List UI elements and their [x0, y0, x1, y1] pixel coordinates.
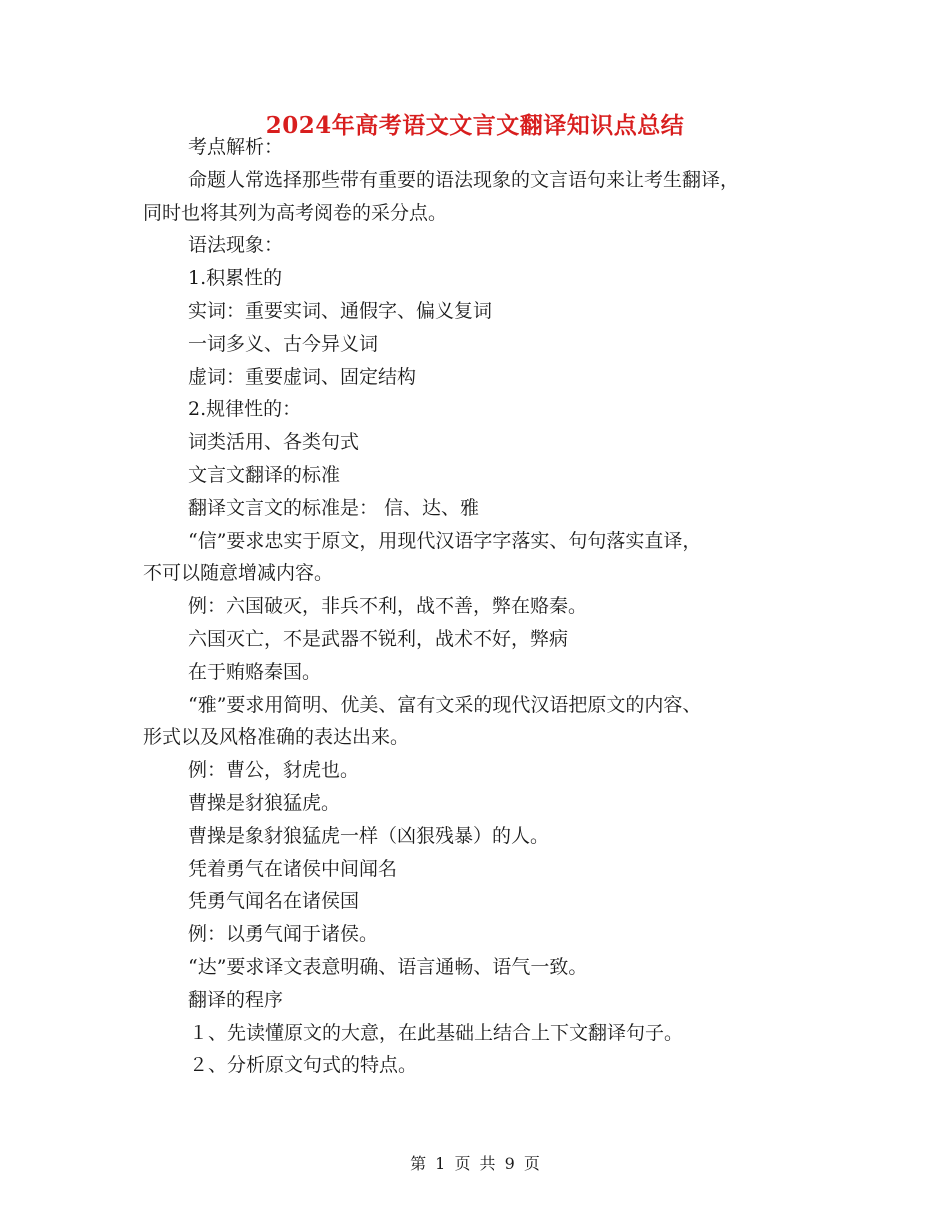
paragraph-line: 在于贿赂秦国。	[188, 660, 322, 683]
paragraph-line: 考点解析：	[188, 136, 284, 158]
paragraph-line: 例：六国破灭，非兵不利，战不善，弊在赂秦。	[188, 595, 588, 618]
paragraph-line: 形式以及风格准确的表达出来。	[143, 726, 410, 749]
paragraph-line: 语法现象：	[188, 234, 284, 257]
paragraph-line: １、先读懂原文的大意，在此基础上结合上下文翻译句子。	[189, 1021, 684, 1044]
paragraph-line: “雅”要求用简明、优美、富有文采的现代汉语把原文的内容、	[188, 693, 702, 716]
paragraph-line: 2.规律性的：	[188, 398, 302, 421]
paragraph-line: 文言文翻译的标准	[188, 463, 341, 486]
paragraph-line: 六国灭亡，不是武器不锐利，战术不好，弊病	[188, 627, 569, 650]
paragraph-line: 词类活用、各类句式	[188, 431, 360, 454]
paragraph-line: 一词多义、古今异义词	[188, 332, 379, 355]
paragraph-line: “信”要求忠实于原文，用现代汉语字字落实、句句落实直译，	[188, 529, 702, 552]
paragraph-line: 曹操是豺狼猛虎。	[188, 791, 341, 814]
document-body	[143, 131, 813, 1082]
paragraph-line: 凭勇气闻名在诸侯国	[188, 890, 360, 913]
paragraph-line: 实词：重要实词、通假字、偏义复词	[188, 299, 493, 322]
document-title: 2024年高考语文文言文翻译知识点总结	[265, 112, 685, 139]
paragraph-line: 曹操是象豺狼猛虎一样（凶狠残暴）的人。	[188, 824, 550, 847]
paragraph-line: 同时也将其列为高考阅卷的采分点。	[143, 201, 448, 224]
paragraph-line: 翻译的程序	[188, 988, 284, 1011]
paragraph-line: ２、分析原文句式的特点。	[189, 1054, 418, 1077]
paragraph-line: 例：曹公，豺虎也。	[188, 759, 360, 782]
paragraph-line: “达”要求译文表意明确、语言通畅、语气一致。	[188, 955, 588, 978]
paragraph-line: 命题人常选择那些带有重要的语法现象的文言语句来让考生翻译，	[188, 168, 740, 191]
page-number-footer: 第 1 页 共 9 页	[410, 1154, 540, 1173]
paragraph-line: 翻译文言文的标准是： 信、达、雅	[188, 496, 480, 519]
paragraph-line: 虚词：重要虚词、固定结构	[188, 365, 417, 388]
paragraph-line: 1.积累性的	[188, 267, 283, 290]
paragraph-line: 凭着勇气在诸侯中间闻名	[188, 857, 398, 880]
paragraph-line: 例：以勇气闻于诸侯。	[188, 923, 379, 946]
paragraph-line: 不可以随意增减内容。	[143, 562, 334, 585]
